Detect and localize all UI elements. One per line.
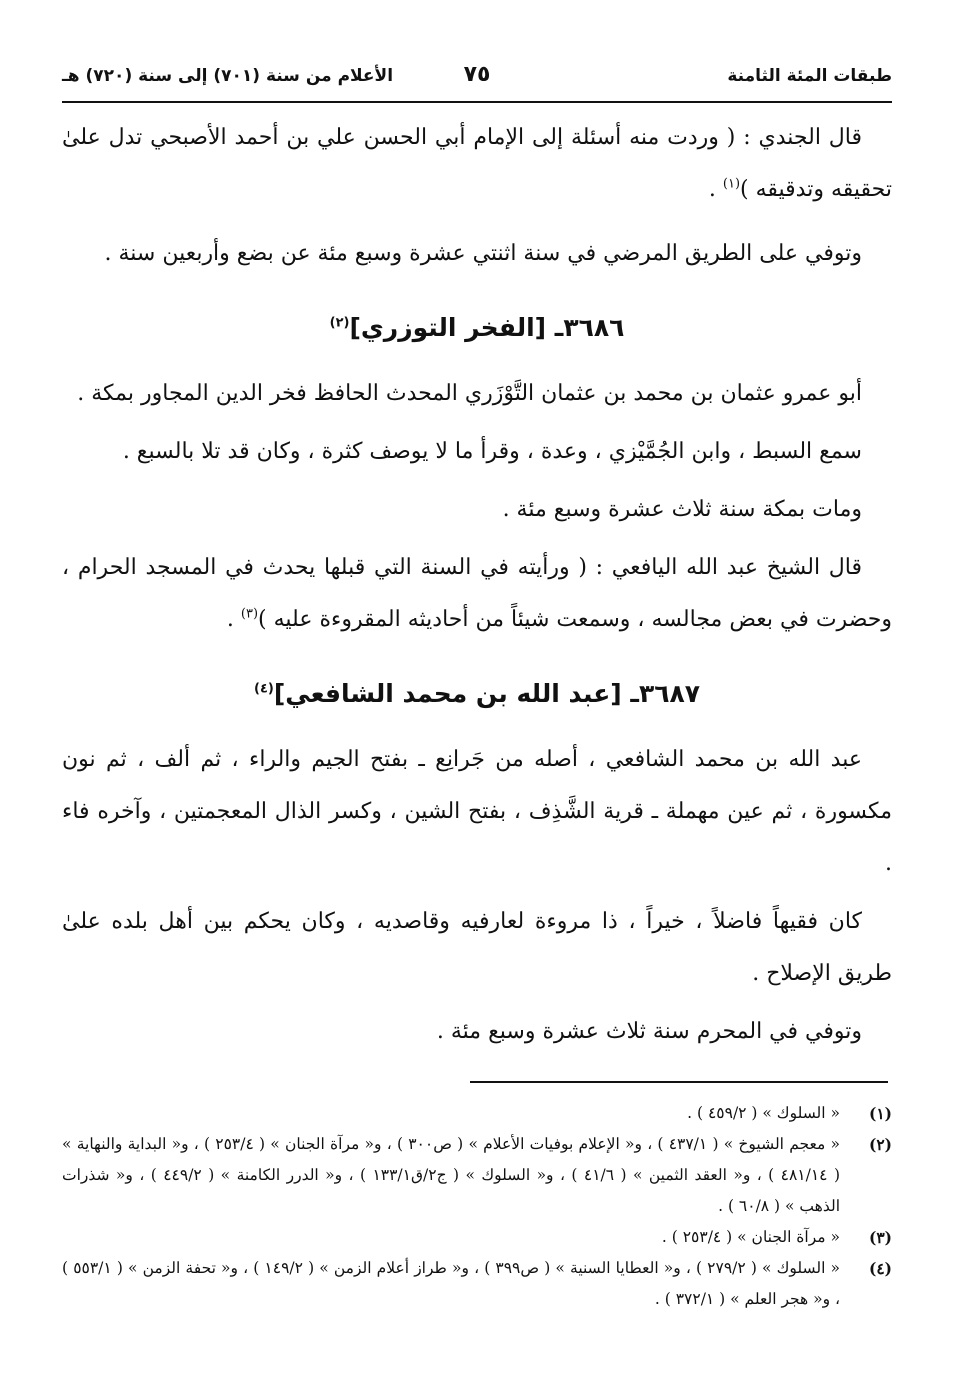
footnote-text: « السلوك » ( ٤٥٩/٢ ) .	[687, 1104, 840, 1122]
entry-heading-text: ٣٦٨٧ـ [عبد الله بن محمد الشافعي]	[273, 679, 700, 708]
footnote	[62, 1098, 892, 1129]
paragraph	[62, 542, 892, 646]
footnote-marker: (٢)	[329, 315, 350, 331]
footnote-text: « معجم الشيوخ » ( ٤٣٧/١ ) ، و« الإعلام بوفيات الأعلام » ( ص٣٠٠ ) ، و« مرآة الجنان » ( ٢٥٣/٤ ) ، و« البداية والنهاية » ( ٤٨١/١٤ ) ، و« العقد الثمين » ( ٤١/٦ ) ، و« السلوك » ( ج٢/ق١٣٣/١ ) ، و« الدرر الكامنة » ( ٤٤٩/٢ ) ، و« شذرات الذهب » ( ٦٠/٨ ) .	[62, 1135, 840, 1215]
footnote-rule	[470, 1081, 888, 1083]
paragraph: أبو عمرو عثمان بن محمد بن عثمان التَّوْزَري المحدث الحافظ فخر الدين المجاور بمكة .	[77, 381, 862, 406]
paragraph-text: قال الجندي : ( وردت منه أسئلة إلى الإمام أبي الحسن علي بن أحمد الأصبحي تدل علىٰ تحقيقه وتدقيقه )	[62, 125, 892, 202]
entry-heading	[62, 668, 892, 720]
footnote-number: (٤)	[868, 1259, 892, 1278]
paragraph: كان فقيهاً فاضلاً ، خيراً ، ذا مروءة لعارفيه وقاصديه ، وكان يحكم بين أهل بلده علىٰ طريق الإصلاح .	[62, 909, 892, 986]
header-section-title: الأعلام من سنة (٧٠١) إلى سنة (٧٢٠) هـ	[62, 66, 394, 86]
footnote-number: (٣)	[868, 1228, 892, 1247]
paragraph: وتوفي على الطريق المرضي في سنة اثنتي عشرة وسبع مئة عن بضع وأربعين سنة .	[104, 241, 862, 266]
footnote-text: « مرآة الجنان » ( ٢٥٣/٤ ) .	[661, 1228, 840, 1246]
entry-heading-text: ٣٦٨٦ـ [الفخر التوزري]	[349, 313, 625, 342]
footnote-number: (١)	[868, 1104, 892, 1123]
footnote-marker: (٤)	[254, 681, 274, 697]
footnote-number: (٢)	[868, 1135, 892, 1154]
entry-heading	[62, 302, 892, 354]
paragraph: ومات بمكة سنة ثلاث عشرة وسبع مئة .	[502, 497, 862, 522]
footnote	[62, 1129, 892, 1222]
paragraph: عبد الله بن محمد الشافعي ، أصله من جَرانِع ـ بفتح الجيم والراء ، ثم ألف ، ثم نون مكسورة ، ثم عين مهملة ـ قرية الشَّذِف ، بفتح الشين ، وكسر الذال المعجمتين ، وآخره فاء .	[62, 747, 892, 876]
footnote-marker: (٣)	[240, 606, 259, 622]
page-number: ٧٥	[463, 62, 491, 87]
footnote	[62, 1253, 892, 1315]
paragraph: وتوفي في المحرم سنة ثلاث عشرة وسبع مئة .	[436, 1019, 862, 1044]
main-text	[62, 112, 892, 1070]
footnote	[62, 1222, 892, 1253]
paragraph: سمع السبط ، وابن الجُمَّيْزي ، وعدة ، وقرأ ما لا يوصف كثرة ، وكان قد تلا بالسبع .	[122, 439, 862, 464]
header-rule	[62, 101, 892, 103]
paragraph	[62, 112, 892, 216]
header-book-title: طبقات المئة الثامنة	[727, 66, 892, 86]
footnote-text: « السلوك » ( ٢٧٩/٢ ) ، و« العطايا السنية » ( ص٣٩٩ ) ، و« طراز أعلام الزمن » ( ١٤٩/٢ ) ، و« تحفة الزمن » ( ٥٥٣/١ ) ، و« هجر العلم » ( ٣٧٢/١ ) .	[62, 1259, 840, 1308]
footnote-marker: (١)	[722, 176, 741, 192]
paragraph-end: .	[708, 177, 723, 202]
paragraph-end: .	[226, 607, 241, 632]
footnotes	[62, 1098, 892, 1315]
running-header	[62, 60, 892, 100]
paragraph-text: قال الشيخ عبد الله اليافعي : ( ورأيته في السنة التي قبلها يحدث في المسجد الحرام ، وحضرت في بعض مجالسه ، وسمعت شيئاً من أحاديثه المقروءة عليه )	[62, 555, 892, 632]
